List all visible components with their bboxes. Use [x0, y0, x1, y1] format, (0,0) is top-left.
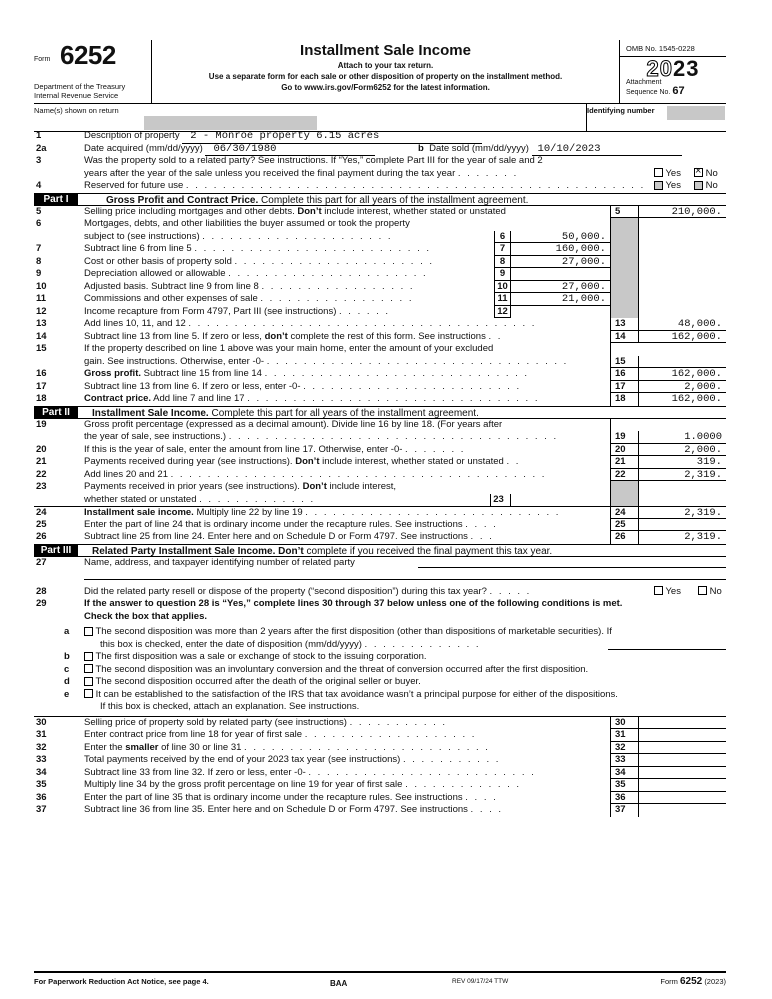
line7-amount[interactable]: 160,000.	[510, 243, 610, 256]
attachment-sequence: Attachment Sequence No. 67	[626, 79, 685, 97]
part-3-tag: Part III	[34, 544, 78, 557]
line-6a: 6 Mortgages, debts, and other liabilities the buyer assumed or took the property	[34, 218, 726, 231]
date-acquired-field[interactable]: 06/30/1980	[205, 143, 375, 157]
line-16: 16 Gross profit. Subtract line 15 from line 14 . . . . . . . . . . . . . . . . . . . . . . . . . . . . . 16 162,000.	[34, 368, 726, 381]
description-field[interactable]: 2 - Monroe property 6.15 acres	[182, 130, 482, 144]
line-30: 30 Selling price of property sold by related party (see instructions) . . . . . . . . . . . 30	[34, 717, 726, 730]
line-36: 36 Enter the part of line 35 that is ordinary income under the recapture rules. See instructions . . . . 36	[34, 792, 726, 805]
line-29a-cont: this box is checked, enter the date of disposition (mm/dd/yyyy) . . . . . . . . . . . . .	[34, 639, 726, 652]
tax-year: 2023	[646, 56, 700, 81]
line-35: 35 Multiply line 34 by the gross profit percentage on line 19 for year of first sale . . . . . . . . . . . . . 35	[34, 779, 726, 792]
line12-amount[interactable]	[510, 306, 610, 319]
line-29e-cont: If this box is checked, attach an explanation. See instructions.	[100, 701, 360, 712]
line-1: 1 Description of property 2 - Monroe property 6.15 acres	[34, 130, 726, 143]
line-34: 34 Subtract line 33 from line 32. If zero or less, enter -0- . . . . . . . . . . . . . . . . . . . . . . . . . 34	[34, 767, 726, 780]
identifying-number-cell	[586, 104, 726, 132]
condition-e-checkbox[interactable]	[84, 689, 93, 698]
department: Department of the Treasury Internal Revenue Service	[34, 82, 126, 100]
line5-amount[interactable]: 210,000.	[638, 206, 726, 219]
form-page	[34, 40, 726, 817]
line-2: 2a Date acquired (mm/dd/yyyy) 06/30/1980 b Date sold (mm/dd/yyyy) 10/10/2023	[34, 143, 726, 156]
omb-number: OMB No. 1545-0228	[620, 40, 726, 57]
line36-amount[interactable]	[638, 792, 726, 805]
line-9: 9 Depreciation allowed or allowable . . . . . . . . . . . . . . . . . . . . . . 9	[34, 268, 726, 281]
line-29-cont: Check the box that applies.	[84, 610, 207, 622]
line-3-cont: years after the year of the sale unless you received the final payment during the tax year . . . . . . . Yes × No	[34, 168, 726, 181]
disposition-date-field[interactable]	[608, 639, 726, 650]
line-19: the year of sale, see instructions.) . . . . . . . . . . . . . . . . . . . . . . . . . . . . . . . . . . . . 19 1.0000	[34, 431, 726, 444]
line-7: 7 Subtract line 6 from line 5 . . . . . . . . . . . . . . . . . . . . . . . . . . 7 160,000.	[34, 243, 726, 256]
line-27: 27 Name, address, and taxpayer identifying number of related party	[34, 557, 726, 570]
line28-no-checkbox[interactable]	[698, 586, 707, 595]
date-sold-field[interactable]: 10/10/2023	[532, 143, 682, 157]
condition-b-checkbox[interactable]	[84, 652, 93, 661]
line15-amount[interactable]	[638, 356, 726, 369]
line16-amount[interactable]: 162,000.	[638, 368, 726, 381]
line11-amount[interactable]: 21,000.	[510, 293, 610, 306]
line-14: 14 Subtract line 13 from line 5. If zero or less, don’t complete the rest of this form. See instructions . . 14 162,000.	[34, 331, 726, 344]
line19-amount[interactable]: 1.0000	[638, 431, 726, 444]
line33-amount[interactable]	[638, 754, 726, 767]
line10-amount[interactable]: 27,000.	[510, 281, 610, 294]
line-28: 28 Did the related party resell or dispose of the property (“second disposition”) during this tax year? . . . . . Yes No	[36, 585, 722, 597]
line-21: 21 Payments received during year (see instructions). Don’t include interest, whether stated or unstated . . 21 319.	[34, 456, 726, 469]
line-15a: 15 If the property described on line 1 above was your main home, enter the amount of your excluded	[34, 343, 726, 356]
website-note: Go to www.irs.gov/Form6252 for the latest information.	[281, 83, 490, 92]
form-title-block	[152, 40, 619, 104]
footer-form-id: Form 6252 (2023)	[660, 976, 726, 987]
line-31: 31 Enter contract price from line 18 for year of first sale . . . . . . . . . . . . . . . . . . . 31	[34, 729, 726, 742]
form-title: Installment Sale Income	[300, 42, 471, 59]
line31-amount[interactable]	[638, 729, 726, 742]
line32-amount[interactable]	[638, 742, 726, 755]
line-18: 18 Contract price. Add line 7 and line 17 . . . . . . . . . . . . . . . . . . . . . . . . . . . . . . . . 18 162,000.	[34, 393, 726, 406]
line14-amount[interactable]: 162,000.	[638, 331, 726, 344]
line-13: 13 Add lines 10, 11, and 12 . . . . . . . . . . . . . . . . . . . . . . . . . . . . . . . . . . . . . . 13 48,000.	[34, 318, 726, 331]
line-5: 5 Selling price including mortgages and other debts. Don’t include interest, whether stated or unstated 5 210,000.	[34, 206, 726, 219]
form-footer	[34, 971, 726, 987]
part-2-header: Part II Installment Sale Income. Complete this part for all years of the installment agreement.	[34, 406, 726, 419]
related-party-field[interactable]	[418, 557, 726, 568]
part-3-computation	[34, 716, 726, 817]
line24-amount[interactable]: 2,319.	[638, 507, 726, 519]
identifying-number-field[interactable]	[667, 106, 725, 120]
form-number: 6252	[60, 40, 116, 70]
part-1-tag: Part I	[34, 193, 78, 206]
baa-label: BAA	[330, 979, 348, 988]
line3-no-checkbox[interactable]	[694, 168, 703, 177]
line-23a: 23 Payments received in prior years (see instructions). Don’t include interest,	[34, 481, 726, 494]
line17-amount[interactable]: 2,000.	[638, 381, 726, 394]
line30-amount[interactable]	[638, 717, 726, 730]
line-15: gain. See instructions. Otherwise, enter -0- . . . . . . . . . . . . . . . . . . . . . . . . . . . . . . . . . 15	[34, 356, 726, 369]
line18-amount[interactable]: 162,000.	[638, 393, 726, 406]
line-25: 25 Enter the part of line 24 that is ordinary income under the recapture rules. See instructions . . . . 25	[34, 519, 726, 532]
line21-amount[interactable]: 319.	[638, 456, 726, 469]
name-row	[34, 104, 726, 132]
name-label: Name(s) shown on return	[34, 106, 119, 115]
line37-amount[interactable]	[638, 804, 726, 817]
line28-yes-checkbox[interactable]	[654, 586, 663, 595]
part-3-header: Part III Related Party Installment Sale Income. Don’t complete if you received the final payment this tax year.	[34, 544, 726, 557]
omb-block	[619, 40, 726, 104]
line-4: 4 Reserved for future use . . . . . . . . . . . . . . . . . . . . . . . . . . . . . . . . . . . . . . . . . . . . . . . . . . Yes No	[36, 180, 718, 191]
paperwork-notice: For Paperwork Reduction Act Notice, see page 4.	[34, 977, 209, 986]
name-field[interactable]	[144, 116, 317, 130]
separate-form-note: Use a separate form for each sale or other disposition of property on the installment method.	[208, 72, 563, 81]
line-8: 8 Cost or other basis of property sold . . . . . . . . . . . . . . . . . . . . . . 8 27,000.	[34, 256, 726, 269]
line-29e: e It can be established to the satisfaction of the IRS that tax avoidance wasn’t a principal purpose for either of the dispositions.	[64, 688, 618, 700]
line-27-cont	[34, 569, 726, 582]
part-1-header: Part I Gross Profit and Contract Price. Complete this part for all years of the installment agreement.	[34, 193, 726, 206]
line-29a: a The second disposition was more than 2 years after the first disposition (other than dispositions of marketable securities). If	[64, 626, 612, 637]
line35-amount[interactable]	[638, 779, 726, 792]
line34-amount[interactable]	[638, 767, 726, 780]
line13-amount[interactable]: 48,000.	[638, 318, 726, 331]
line20-amount[interactable]: 2,000.	[638, 444, 726, 457]
line-12: 12 Income recapture from Form 4797, Part III (see instructions) . . . . . . 12	[34, 306, 726, 319]
line22-amount[interactable]: 2,319.	[638, 469, 726, 482]
line-20: 20 If this is the year of sale, enter the amount from line 17. Otherwise, enter -0- . . . . . . . 20 2,000.	[34, 444, 726, 457]
form-id-block	[34, 40, 152, 104]
revision-label: REV 09/17/24 TTW	[452, 978, 509, 985]
condition-a-checkbox[interactable]	[84, 627, 93, 636]
line-32: 32 Enter the smaller of line 30 or line 31 . . . . . . . . . . . . . . . . . . . . . . . . . . . 32	[34, 742, 726, 755]
line8-amount[interactable]: 27,000.	[510, 256, 610, 269]
line3-yes-checkbox[interactable]	[654, 168, 663, 177]
line25-amount[interactable]	[638, 519, 726, 532]
line-23: whether stated or unstated . . . . . . . . . . . . . 23	[34, 494, 726, 507]
line-3: 3 Was the property sold to a related party? See instructions. If “Yes,” complete Part III for the year of sale and 2	[36, 155, 543, 166]
line-22: 22 Add lines 20 and 21 . . . . . . . . . . . . . . . . . . . . . . . . . . . . . . . . . . . . . . . . . 22 2,319.	[34, 469, 726, 482]
line-6: subject to (see instructions) . . . . . . . . . . . . . . . . . . . . . 6 50,000.	[34, 231, 726, 244]
condition-d-checkbox[interactable]	[84, 677, 93, 686]
line23-amount[interactable]	[510, 494, 610, 507]
attach-note: Attach to your tax return.	[337, 61, 434, 70]
form-header	[34, 40, 726, 104]
line-24: 24 Installment sale income. Multiply line 22 by line 19 . . . . . . . . . . . . . . . . . . . . . . . . . . . . 24 2,319.	[34, 506, 726, 519]
line-29: 29 If the answer to question 28 is “Yes,” complete lines 30 through 37 below unless one of the following conditions is met.	[36, 598, 623, 609]
line4-no-checkbox	[694, 181, 703, 190]
line-11: 11 Commissions and other expenses of sale . . . . . . . . . . . . . . . . . 11 21,000.	[34, 293, 726, 306]
form-word: Form	[34, 56, 51, 63]
part-2-tag: Part II	[34, 406, 78, 419]
line-17: 17 Subtract line 13 from line 6. If zero or less, enter -0- . . . . . . . . . . . . . . . . . . . . . . . . 17 2,000.	[34, 381, 726, 394]
line-10: 10 Adjusted basis. Subtract line 9 from line 8 . . . . . . . . . . . . . . . . . 10 27,000.	[34, 281, 726, 294]
line-33: 33 Total payments received by the end of your 2023 tax year (see instructions) . . . . . . . . . . . 33	[34, 754, 726, 767]
line-19a: 19 Gross profit percentage (expressed as a decimal amount). Divide line 16 by line 18. (For years after	[34, 419, 726, 432]
line-29b: b The first disposition was a sale or exchange of stock to the issuing corporation.	[64, 651, 427, 662]
line-29d: d The second disposition occurred after the death of the original seller or buyer.	[64, 676, 421, 687]
line-37: 37 Subtract line 36 from line 35. Enter here and on Schedule D or Form 4797. See instructions . . . . 37	[34, 804, 726, 817]
related-party-field-2[interactable]	[84, 569, 726, 580]
line9-amount[interactable]	[510, 268, 610, 281]
line-29c: c The second disposition was an involuntary conversion and the threat of conversion occurred after the first disposition.	[64, 663, 589, 675]
condition-c-checkbox[interactable]	[84, 664, 93, 673]
line6-amount[interactable]: 50,000.	[510, 231, 610, 244]
identifying-number-label: Identifying number	[587, 106, 655, 115]
line-26: 26 Subtract line 25 from line 24. Enter here and on Schedule D or Form 4797. See instructions . . . 26 2,319.	[34, 531, 726, 544]
line4-yes-checkbox	[654, 181, 663, 190]
line26-amount[interactable]: 2,319.	[638, 531, 726, 544]
